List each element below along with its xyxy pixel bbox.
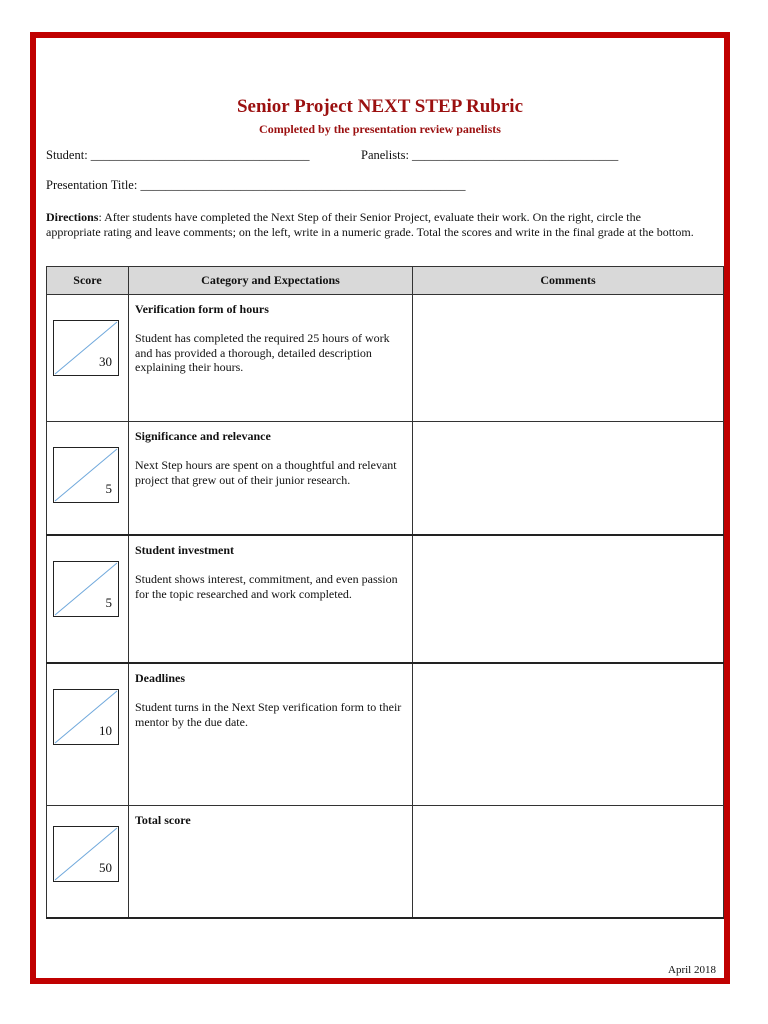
- category-header: Category and Expectations: [129, 267, 413, 295]
- footer-date: April 2018: [668, 964, 716, 976]
- table-row: [47, 422, 724, 536]
- comments-cell[interactable]: [413, 806, 724, 919]
- table-row: [47, 295, 724, 422]
- presentation-title-field[interactable]: Presentation Title: ____________________________________________________: [46, 178, 466, 192]
- total-score-max-value: 50: [99, 860, 112, 875]
- category-title: Significance and relevance: [135, 429, 271, 443]
- category-cell: [129, 535, 413, 663]
- category-title: Deadlines: [135, 671, 186, 685]
- category-cell: [129, 422, 413, 536]
- score-header: Score: [47, 267, 129, 295]
- category-description: Student shows interest, commitment, and even passion for the topic researched and work completed.: [135, 572, 398, 601]
- category-cell: [129, 806, 413, 919]
- score-input-box[interactable]: [53, 689, 119, 745]
- page-frame: [30, 32, 730, 984]
- category-title: Total score: [135, 813, 191, 827]
- page-subtitle: Completed by the presentation review panelists: [259, 122, 501, 136]
- score-input-box[interactable]: [53, 320, 119, 376]
- directions-text: [46, 210, 696, 240]
- score-cell: [47, 535, 129, 663]
- comments-cell[interactable]: [413, 663, 724, 806]
- score-input-box[interactable]: [53, 447, 119, 503]
- category-cell: [129, 295, 413, 422]
- score-cell: [47, 806, 129, 919]
- score-cell: [47, 663, 129, 806]
- directions-label: Directions: [46, 210, 99, 224]
- rubric-table: [46, 266, 724, 919]
- score-cell: [47, 295, 129, 422]
- total-score-input-box[interactable]: [53, 826, 119, 882]
- panelists-field[interactable]: Panelists: _________________________________: [361, 148, 619, 162]
- score-max-value: 5: [105, 481, 112, 496]
- table-header-row: [47, 267, 724, 295]
- comments-header: Comments: [413, 267, 724, 295]
- category-description: Student has completed the required 25 hours of work and has provided a thorough, detailed description explaining their hours.: [135, 331, 390, 374]
- category-description: Student turns in the Next Step verification form to their mentor by the due date.: [135, 700, 402, 729]
- score-cell: [47, 422, 129, 536]
- table-row: [47, 535, 724, 663]
- score-input-box[interactable]: [53, 561, 119, 617]
- category-title: Verification form of hours: [135, 302, 269, 316]
- table-row: [47, 663, 724, 806]
- score-max-value: 10: [99, 723, 112, 738]
- category-title: Student investment: [135, 543, 235, 557]
- table-row: [47, 806, 724, 919]
- comments-cell[interactable]: [413, 422, 724, 536]
- comments-cell[interactable]: [413, 535, 724, 663]
- comments-cell[interactable]: [413, 295, 724, 422]
- score-max-value: 30: [99, 354, 112, 369]
- directions-body: : After students have completed the Next Step of their Senior Project, evaluate their work. On the right, circle the appropriate rating and leave comments; on the left, write in a numeric grade. Total the scores and write in the final grade at the bottom.: [46, 210, 694, 239]
- page-title: Senior Project NEXT STEP Rubric: [236, 96, 524, 117]
- category-cell: [129, 663, 413, 806]
- student-field[interactable]: Student: ___________________________________: [46, 148, 310, 162]
- score-max-value: 5: [105, 595, 112, 610]
- category-description: Next Step hours are spent on a thoughtful and relevant project that grew out of their junior research.: [135, 458, 397, 487]
